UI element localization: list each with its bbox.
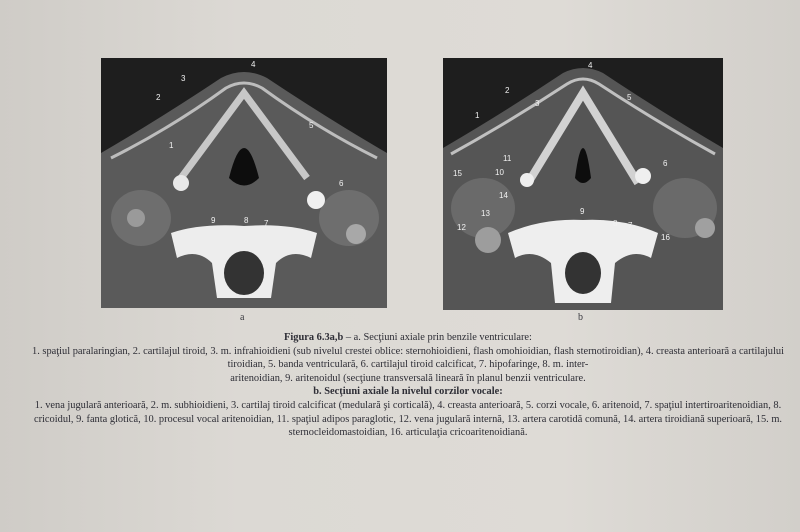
- label-b-9: 9: [580, 207, 585, 216]
- caption-a-items-cont: aritenoidian, 9. aritenoidul (secţiune transversală lineară în planul benzii ventriculare.: [230, 372, 586, 384]
- panel-letter-a: a: [240, 312, 245, 323]
- label-b-1: 1: [475, 111, 480, 120]
- label-a-2: 2: [156, 93, 161, 102]
- caption-a-items: 1. spaţiul paralaringian, 2. cartilajul tiroid, 3. m. infrahioidieni (sub nivelul crestei oblice: sternohioidieni, flash omohioidian, flash sternotiroidian), 4. creasta anterioară a cartilajului tiroidian, 5. banda ventriculară, 6. cartilajul tiroid calcificat, 7. hipofaringe, 8. m. inter-: [32, 345, 784, 371]
- caption-a-intro: – a. Secţiuni axiale prin benzile ventriculare:: [345, 332, 532, 343]
- caption-b-items: 1. vena jugulară anterioară, 2. m. subhioidieni, 3. cartilaj tiroid calcificat (medulară şi corticală), 4. creasta anterioară, 5. corzi vocale, 6. aritenoid, 7. spaţiul intertiroaritenoidian, 8. cricoidul, 9. fanta glotică, 10. procesul vocal aritenoidian, 11. spaţiul adipos paraglotic, 12. vena jugulară internă, 13. artera carotidă comună, 14. artera tiroidiană superioară, 15. m. sternocleidomastoidian, 16. articulaţia cricoaritenoidiană.: [33, 399, 783, 439]
- label-b-5: 5: [627, 93, 632, 102]
- ct-scan-panel-b: [443, 58, 723, 310]
- figure-title: Figura 6.3a,b: [284, 332, 344, 343]
- label-b-4: 4: [588, 61, 593, 70]
- label-b-7: 7: [628, 221, 633, 230]
- label-b-14: 14: [499, 191, 508, 200]
- label-b-12: 12: [457, 223, 466, 232]
- label-b-6: 6: [663, 159, 668, 168]
- label-b-11: 11: [503, 154, 512, 163]
- label-b-3: 3: [535, 99, 540, 108]
- ct-scan-panel-a: [101, 58, 387, 308]
- label-a-8: 8: [244, 216, 249, 225]
- ct-image-b: [443, 58, 723, 310]
- panel-letter-b: b: [578, 312, 583, 323]
- label-a-4: 4: [251, 60, 256, 69]
- label-b-15: 15: [453, 169, 462, 178]
- label-a-1: 1: [169, 141, 174, 150]
- label-a-3: 3: [181, 74, 186, 83]
- label-b-10: 10: [495, 168, 504, 177]
- label-b-2: 2: [505, 86, 510, 95]
- label-a-9: 9: [211, 216, 216, 225]
- label-a-5: 5: [309, 121, 314, 130]
- label-b-16: 16: [661, 233, 670, 242]
- caption-b-intro: b. Secţiuni axiale la nivelul corzilor vocale:: [313, 386, 503, 398]
- label-a-7: 7: [264, 219, 269, 228]
- ct-image-a: [101, 58, 387, 308]
- label-a-6: 6: [339, 179, 344, 188]
- label-b-13: 13: [481, 209, 490, 218]
- caption-a-heading: [28, 331, 788, 345]
- label-b-8: 8: [613, 219, 618, 228]
- figure-caption: [28, 331, 788, 440]
